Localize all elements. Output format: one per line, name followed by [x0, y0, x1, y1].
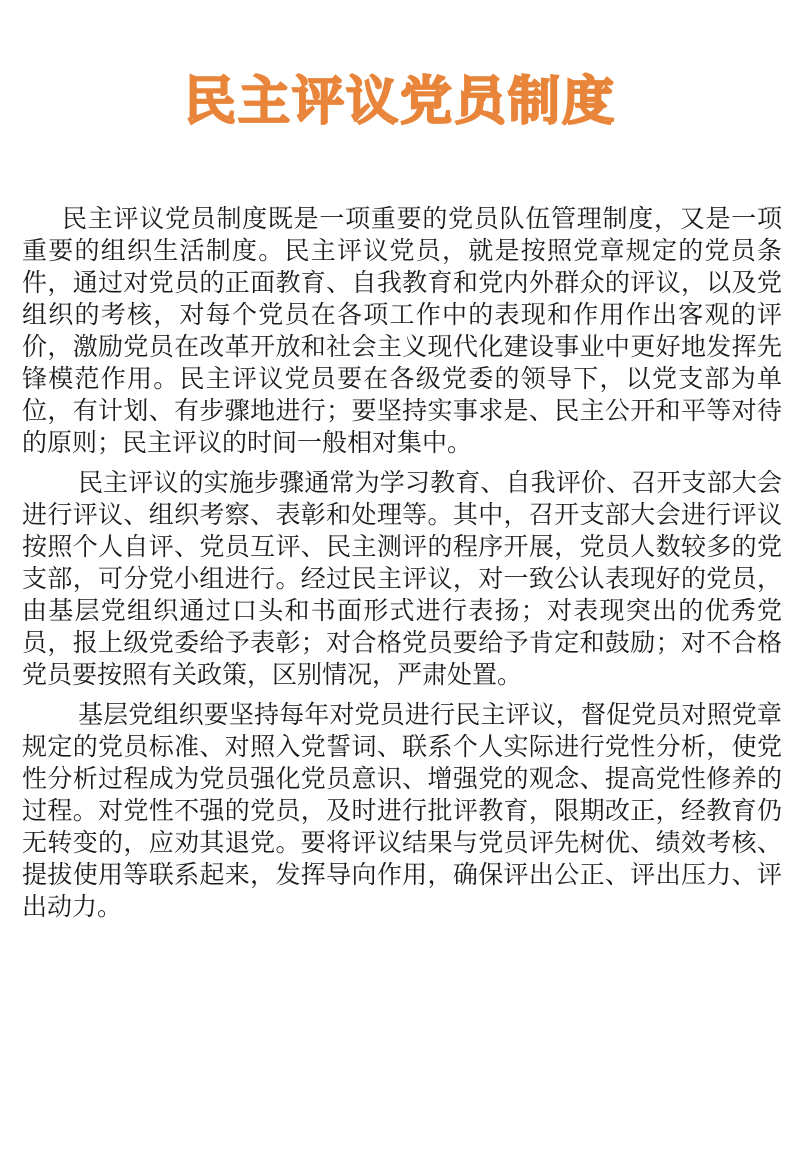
- page-title: 民主评议党员制度: [183, 72, 616, 132]
- paragraph-procedure: 民主评议的实施步骤通常为学习教育、自我评价、召开支部大会进行评议、组织考察、表彰和处理等。其中，召开支部大会进行评议按照个人自评、党员互评、民主测评的程序开展，党员人数较多的党支部，可分党小组进行。经过民主评议，对一致公认表现好的党员，由基层党组织通过口头和书面形式进行表扬；对表现突出的优秀党员，报上级党委给予表彰；对合格党员要给予肯定和鼓励；对不合格党员要按照有关政策，区别情况，严肃处置。: [22, 468, 782, 689]
- paragraph-definition: 民主评议党员制度既是一项重要的党员队伍管理制度，又是一项重要的组织生活制度。民主评议党员，就是按照党章规定的党员条件，通过对党员的正面教育、自我教育和党内外群众的评议，以及党组织的考核，对每个党员在各项工作中的表现和作用作出客观的评价，激励党员在改革开放和社会主义现代化建设事业中更好地发挥先锋模范作用。民主评议党员要在各级党委的领导下，以党支部为单位，有计划、有步骤地进行；要坚持实事求是、民主公开和平等对待的原则；民主评议的时间一般相对集中。: [22, 204, 782, 457]
- document-body: [22, 203, 782, 931]
- paragraph-requirements: 基层党组织要坚持每年对党员进行民主评议，督促党员对照党章规定的党员标准、对照入党誓词、联系个人实际进行党性分析，使党性分析过程成为党员强化党员意识、增强党的观念、提高党性修养的过程。对党性不强的党员，及时进行批评教育，限期改正，经教育仍无转变的，应劝其退党。要将评议结果与党员评先树优、绩效考核、提拔使用等联系起来，发挥导向作用，确保评出公正、评出压力、评出动力。: [22, 700, 782, 921]
